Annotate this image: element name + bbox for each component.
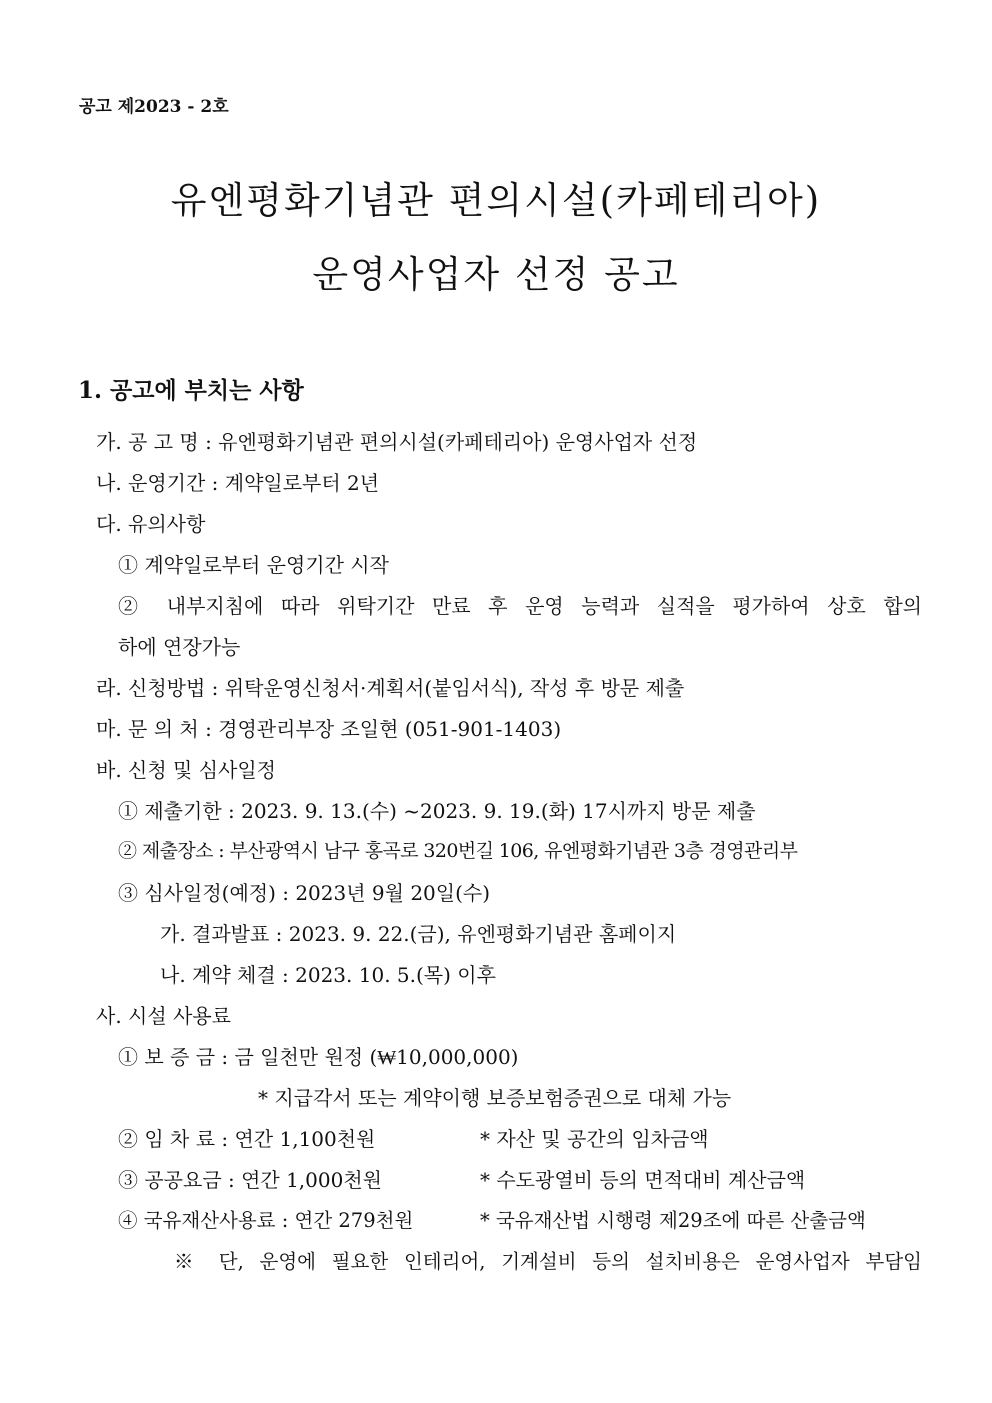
item-ba-3-na: 나. 계약 체결 : 2023. 10. 5.(목) 이후	[160, 963, 496, 987]
item-sa-2: ② 임 차 료 : 연간 1,100천원	[118, 1127, 376, 1151]
item-ba-3-ga: 가. 결과발표 : 2023. 9. 22.(금), 유엔평화기념관 홈페이지	[160, 922, 677, 946]
item-sa-2-note: * 자산 및 공간의 임차금액	[480, 1127, 709, 1151]
section-heading: 1. 공고에 부치는 사항	[78, 377, 304, 404]
title-line-1: 유엔평화기념관 편의시설(카페테리아)	[170, 179, 822, 222]
item-na: 나. 운영기간 : 계약일로부터 2년	[96, 471, 380, 495]
item-da: 다. 유의사항	[96, 512, 206, 536]
item-sa-4: ④ 국유재산사용료 : 연간 279천원	[118, 1209, 414, 1232]
item-ba-2: ② 제출장소 : 부산광역시 남구 홍곡로 320번길 106, 유엔평화기념관 3층 경영관리부	[118, 840, 798, 862]
title-line-2: 운영사업자 선정 공고	[312, 253, 680, 296]
notice-number: 공고 제2023 - 2호	[79, 97, 229, 117]
item-sa: 사. 시설 사용료	[96, 1004, 231, 1028]
item-ba-1: ① 제출기한 : 2023. 9. 13.(수) ~2023. 9. 19.(화) 17시까지 방문 제출	[118, 799, 756, 823]
item-ra: 라. 신청방법 : 위탁운영신청서·계획서(붙임서식), 작성 후 방문 제출	[96, 676, 685, 700]
item-da-2: ② 내부지침에 따라 위탁기간 만료 후 운영 능력과 실적을 평가하여 상호 합의	[118, 594, 922, 618]
item-ba: 바. 신청 및 심사일정	[96, 758, 276, 782]
item-sa-1: ① 보 증 금 : 금 일천만 원정 (₩10,000,000)	[118, 1045, 519, 1069]
item-sa-note: ※ 단, 운영에 필요한 인테리어, 기계설비 등의 설치비용은 운영사업자 부담임	[174, 1250, 922, 1273]
item-sa-3-note: * 수도광열비 등의 면적대비 계산금액	[480, 1168, 806, 1192]
item-ma: 마. 문 의 처 : 경영관리부장 조일현 (051-901-1403)	[96, 717, 562, 741]
item-ga: 가. 공 고 명 : 유엔평화기념관 편의시설(카페테리아) 운영사업자 선정	[96, 430, 698, 454]
item-da-2-cont: 하에 연장가능	[118, 635, 241, 659]
item-sa-3: ③ 공공요금 : 연간 1,000천원	[118, 1168, 382, 1192]
item-sa-1-note: * 지급각서 또는 계약이행 보증보험증권으로 대체 가능	[258, 1086, 732, 1110]
item-ba-3: ③ 심사일정(예정) : 2023년 9월 20일(수)	[118, 881, 491, 905]
item-da-1: ① 계약일로부터 운영기간 시작	[118, 553, 389, 577]
item-sa-4-note: * 국유재산법 시행령 제29조에 따른 산출금액	[480, 1209, 866, 1232]
